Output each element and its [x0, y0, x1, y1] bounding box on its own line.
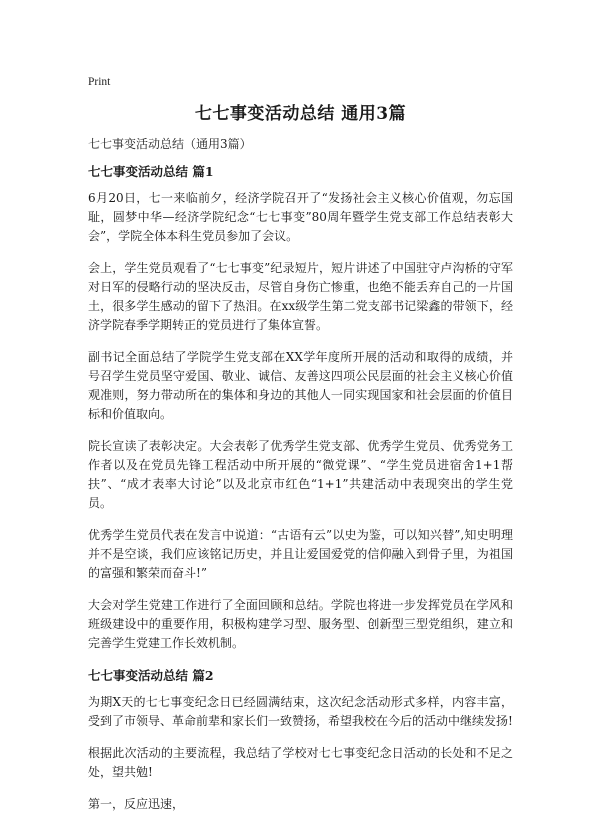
paragraph: 6月20日，七一来临前夕，经济学院召开了“发扬社会主义核心价值观，勿忘国耻，圆梦中华—经济学院纪念“七七事变”80周年暨学生党支部工作总结表彰大会”，学院全体本科生党员参加了会议。 [88, 191, 513, 243]
paragraph: 大会对学生党建工作进行了全面回顾和总结。学院也将进一步发挥党员在学风和班级建设中的重要作用，积极构建学习型、服务型、创新型三型党组织，建立和完善学生党建工作长效机制。 [88, 598, 513, 650]
document-title: 七七事变活动总结 通用3篇 [194, 104, 407, 124]
paragraph: 为期X天的七七事变纪念日已经圆满结束，这次纪念活动形式多样，内容丰富，受到了市领导、革命前辈和家长们一致赞扬，希望我校在今后的活动中继续发扬! [88, 695, 513, 728]
print-link[interactable]: Print [88, 76, 111, 88]
paragraph: 第一，反应迅速， [88, 797, 185, 811]
section-heading-2: 七七事变活动总结 篇2 [88, 668, 214, 683]
paragraph: 优秀学生党员代表在发言中说道：“古语有云”以史为鉴，可以知兴替”,知史明理并不是空谈，我们应该铭记历史，并且让爱国爱党的信仰融入到骨子里，为祖国的富强和繁荣而奋斗!” [88, 528, 513, 580]
section-heading-1: 七七事变活动总结 篇1 [88, 164, 214, 179]
paragraph: 会上，学生党员观看了“七七事变”纪录短片，短片讲述了中国驻守卢沟桥的守军对日军的侵略行动的坚决反击，尽管自身伤亡惨重，也绝不能丢弃自己的一片国土，很多学生感动的留下了热泪。在xx级学生第二党支部书记梁鑫的带领下，经济学院春季学期转正的党员进行了集体宣誓。 [88, 261, 513, 332]
document-subtitle: 七七事变活动总结（通用3篇） [88, 137, 252, 151]
paragraph: 院长宣读了表彰决定。大会表彰了优秀学生党支部、优秀学生党员、优秀党务工作者以及在党员先锋工程活动中所开展的“微党课”、“学生党员进宿舍1+1帮扶”、“成才表率大讨论”以及北京市红色“1+1”共建活动中表现突出的学生党员。 [88, 439, 513, 510]
paragraph: 根据此次活动的主要流程，我总结了学校对七七事变纪念日活动的长处和不足之处，望共勉! [88, 746, 513, 779]
paragraph: 副书记全面总结了学院学生党支部在XX学年度所开展的活动和取得的成绩，并号召学生党员坚守爱国、敬业、诚信、友善这四项公民层面的社会主义核心价值观准则，努力带动所在的集体和身边的其他人一同实现国家和社会层面的价值目标和价值取向。 [88, 350, 513, 421]
